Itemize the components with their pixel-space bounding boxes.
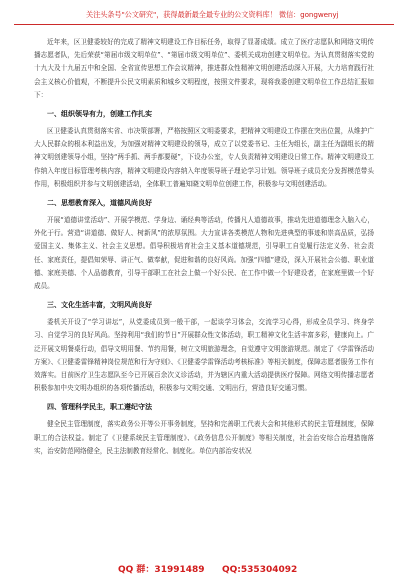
footer-qq-group: QQ 群：31991489 <box>118 565 205 575</box>
section-heading-2: 二、思想教育深入，道德风尚良好 <box>47 199 152 208</box>
section-heading-4: 四、管理科学民主，职工遵纪守法 <box>47 403 152 412</box>
header-banner: 关注头条号"公文研究"，获得最新最全最专业的公文资料库！ 微信：gongwenyj <box>86 10 339 19</box>
intro-paragraph: 近年来，区卫健委较好的完成了精神文明建设工作目标任务，取得了显著成绩。成立了医疗志愿队和网络文明传播志愿者队，先后荣获“第届市级文明单位”、“第届市级文明单位”、委机关成功创建文明单位。为认真贯彻落实党的十九大及十九届五中和全国、全省宣传思想工作会议精神，推进群众性精神文明创建活动深入开展，大力培育践行社会主义核心价值观，不断提升公民文明素质和城乡文明程度，按照文件要求，现将我委创建文明单位工作总结汇报如下： <box>34 38 374 99</box>
section-body-4: 健全民主管理制度，落实政务公开等公开事务制度，坚持和完善职工代表大会和其他形式的民主管理制度，保障职工的合法权益。制定了《卫健系统民主管理制度》、《政务信息公开制度》等相关制度，社会治安综合治理措施落实，治安防范网络健全，民主法制教育经常化、制度化。单位内部治安状况 <box>34 420 374 455</box>
document-body <box>34 36 374 458</box>
footer-qq-number: QQ:535304092 <box>222 565 298 575</box>
header-divider <box>14 24 394 25</box>
section-body-2: 开展“道德讲堂活动”、开展学模范、学身边、诵经典等活动，传播凡人道德故事，推动先进道德理念入脑入心，外化于行。营造“讲道德、做好人、树新风”的浓厚氛围。大力宣讲各类模范人物和先进典型的事迹和崇高品质，弘扬爱国主义、集体主义、社会主义思想。倡导积极培育社会主义基本道德规范，引导职工自觉履行法定义务、社会责任、家庭责任，提倡知荣辱、讲正气、做奉献，促进和谐的良好风尚。加强“四德”建设，深入开展社会公德、职业道德、家庭美德、个人品德教育，引导干部职工在社会上做一个好公民、在工作中做一个好建设者，在家庭里做一个好成员。 <box>34 216 374 291</box>
section-heading-3: 三、文化生活丰富，文明风尚良好 <box>47 301 152 310</box>
section-heading-1: 一、组织领导有力，创建工作扎实 <box>47 110 152 119</box>
section-body-1: 区卫健委认真贯彻落实省、市决策部署，严格按照区文明委要求，把精神文明建设工作摆在突出位置，从维护广大人民群众的根本利益出发，为加强对精神文明建设的领导，成立了以党委书记、主任为组长，副主任为副组长的精神文明创建领导小组，坚持“两手抓、两手都要硬”，下设办公室，专人负责精神文明建设日常工作。精神文明建设工作纳入年度目标管理考核内容，精神文明建设内容纳入年度领导班子理论学习计划。领导班子成员充分发挥模范带头作用，积极组织并参与文明创建活动，全体职工普遍知晓文明单位创建工作，积极参与文明创建活动。 <box>34 127 374 188</box>
section-body-3: 委机关开设了“学习讲坛”，从党委成员到一般干部，一起谈学习体会，交流学习心得，形成全员学习、终身学习、自觉学习的良好风尚。坚持利用“我们的节日”开展群众性文体活动，职工精神文化生活丰富多彩，健康向上。广泛开展文明餐桌行动，倡导文明用餐、节约用餐，树立文明旅游理念，自觉遵守文明旅游规范。制定了《学雷锋活动方案》、《卫健委雷锋精神岗位规范和行为守则》、《卫健委学雷锋活动考核标准》等相关制度，保障志愿者服务工作有效落实。目前医疗卫生志愿队至今已开展百余次义诊活动，并为辖区内重大活动提供医疗保障。网络文明传播志愿者积极参加中央文明办组织的各项传播活动，积极参与文明交通、文明出行，营造良好交通习惯。 <box>34 318 374 393</box>
